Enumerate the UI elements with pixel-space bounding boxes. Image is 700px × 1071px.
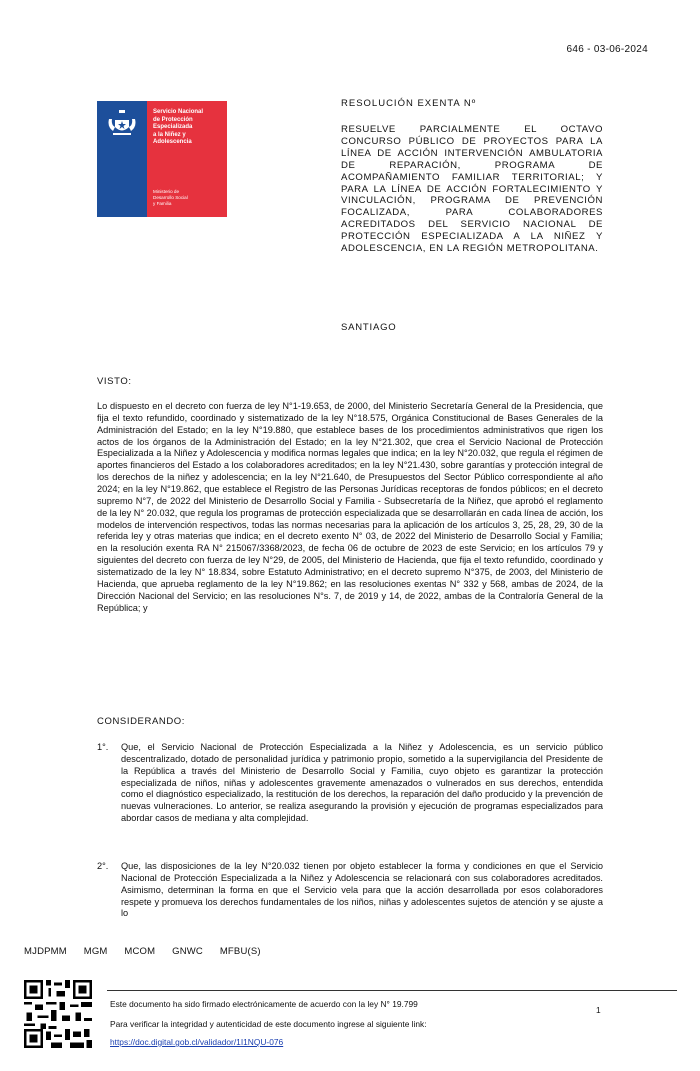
- page-number: 1: [596, 1005, 601, 1015]
- logo-ministry-line: y Familia: [153, 201, 172, 206]
- logo-agency-line: Especializada: [153, 124, 193, 131]
- item-number: 1°.: [97, 742, 109, 752]
- logo-ministry-line: Desarrollo Social: [153, 195, 188, 200]
- visto-heading: VISTO:: [97, 376, 132, 387]
- logo-ministry-line: Ministerio de: [153, 189, 180, 194]
- considerando-item: [97, 861, 603, 957]
- logo-agency-line: Servicio Nacional: [153, 109, 204, 115]
- item-text: Que, las disposiciones de la ley N°20.032 tienen por objeto establecer la forma y condiciones en que el Servicio Nacional de Protección Especializada a la Niñez y Adolescencia se relacionará con sus colaboradores acreditados. Asimismo, determinan la forma en que el Servicio vela para que la acción desarrollada por esos colaboradores respete y promueva los derechos fundamentales de los niños, niñas y adolescentes sujetos de atención y se ajuste a lo: [121, 861, 603, 919]
- logo-agency-line: a la Niñez y: [153, 131, 186, 138]
- signature-notice: Este documento ha sido firmado electrónicamente de acuerdo con la ley N° 19.799: [110, 999, 418, 1009]
- resolution-city: SANTIAGO: [341, 322, 397, 333]
- logo-agency-line: Adolescencia: [153, 139, 192, 146]
- considerando-item: [97, 742, 603, 825]
- verification-notice: Para verificar la integridad y autenticidad de este documento ingrese al siguiente link:: [110, 1019, 427, 1029]
- resolution-subject: RESUELVE PARCIALMENTE EL OCTAVO CONCURSO PÚBLICO DE PROYECTOS PARA LA LÍNEA DE ACCIÓN INTERVENCIÓN AMBULATORIA DE REPARACIÓN, PROGRAMA DE ACOMPAÑAMIENTO FAMILIAR TERRITORIAL; Y PARA LA LÍNEA DE ACCIÓN FORTALECIMIENTO Y VINCULACIÓN, PROGRAMA DE PREVENCIÓN FOCALIZADA, PARA COLABORADORES ACREDITADOS DEL SERVICIO NACIONAL DE PROTECCIÓN ESPECIALIZADA A LA NIÑEZ Y ADOLESCENCIA, EN LA REGIÓN METROPOLITANA.: [341, 124, 603, 255]
- document-number: 646 - 03-06-2024: [566, 44, 648, 55]
- visto-body: Lo dispuesto en el decreto con fuerza de ley N°1-19.653, de 2000, del Ministerio Secretaría General de la Presidencia, que fija el texto refundido, coordinado y sistematizado de la ley N°18.575, Orgánica Constitucional de Bases Generales de la Administración del Estado; en la ley N°19.880, que establece bases de los procedimientos administrativos que rigen los actos de los órganos de la Administración del Estado; en la ley N°21.302, que crea el Servicio Nacional de Protección Especializada a la Niñez y Adolescencia y modifica normas legales que indica; en la ley N°20.032, que regula el régimen de aportes financieros del Estado a los colaboradores acreditados; en la ley N°21.430, sobre garantías y protección integral de los derechos de la niñez y adolescencia; en la ley N°21.640, de Presupuestos del Sector Público correspondiente al año 2024; en la ley N°19.862, que establece el Registro de las Personas Jurídicas receptoras de fondos públicos; en el decreto supremo N°7, de 2022 del Ministerio de Desarrollo Social y Familia - Subsecretaría de la Niñez, que aprobó el reglamento de la ley N° 20.032, que regula los programas de protección especializada que se desarrollarán en cada línea de acción, los modelos de intervención respectivos, todas las normas necesarias para la aplicación de los artículos 3, 25, 28, 29, 30 de la referida ley y otras materias que indica; en el decreto exento N° 03, de 2022 del Ministerio de Desarrollo Social y Familia; en la resolución exenta RA N° 215067/3368/2023, de fecha 06 de octubre de 2023 de este Servicio; en los artículos 79 y siguientes del decreto con fuerza de ley N°29, de 2005, del Ministerio de Hacienda, que fija el texto refundido, coordinado y sistematizado de la ley N° 18.834, sobre Estatuto Administrativo; en el decreto supremo N°375, de 2003, del Ministerio de Hacienda, que aprueba reglamento de la ley N°19.862; en las resoluciones exentas N° 332 y 568, ambas de 2024, de la Dirección Nacional del Servicio; en las resoluciones N°s. 7, de 2019 y 14, de 2022, ambas de la Contraloría General de la República; y: [97, 401, 603, 613]
- logo-ministry-name: [153, 189, 223, 207]
- qr-code-icon[interactable]: [24, 980, 92, 1048]
- agency-logo: [97, 101, 227, 217]
- logo-agency-line: de Protección: [153, 116, 193, 123]
- resolution-title: RESOLUCIÓN EXENTA Nº: [341, 98, 477, 109]
- verification-link[interactable]: https://doc.digital.gob.cl/validador/1I1NQU-076: [110, 1037, 284, 1047]
- logo-agency-name: [153, 109, 223, 147]
- footer-divider: [107, 990, 677, 991]
- item-number: 2°.: [97, 861, 109, 871]
- considerando-heading: CONSIDERANDO:: [97, 716, 186, 727]
- item-text: Que, el Servicio Nacional de Protección Especializada a la Niñez y Adolescencia, es un servicio público descentralizado, dotado de personalidad jurídica y patrimonio propio, sometido a la supervigilancia del Presidente de la República a través del Ministerio de Desarrollo Social y Familia, cuyo objeto es garantizar la protección especializada de niños, niñas y adolescentes gravemente amenazados o vulnerados en sus derechos, entendida como el diagnóstico especializado, la restitución de los derechos, la reparación del daño producido y la prevención de nuevas vulneraciones. Lo anterior, se realiza asegurando la provisión y ejecución de programas especializados para abordar casos de mediana y alta complejidad.: [121, 742, 603, 824]
- author-initials: MJDPMM MGM MCOM GNWC MFBU(S): [24, 946, 261, 957]
- coat-of-arms-icon: [105, 109, 139, 139]
